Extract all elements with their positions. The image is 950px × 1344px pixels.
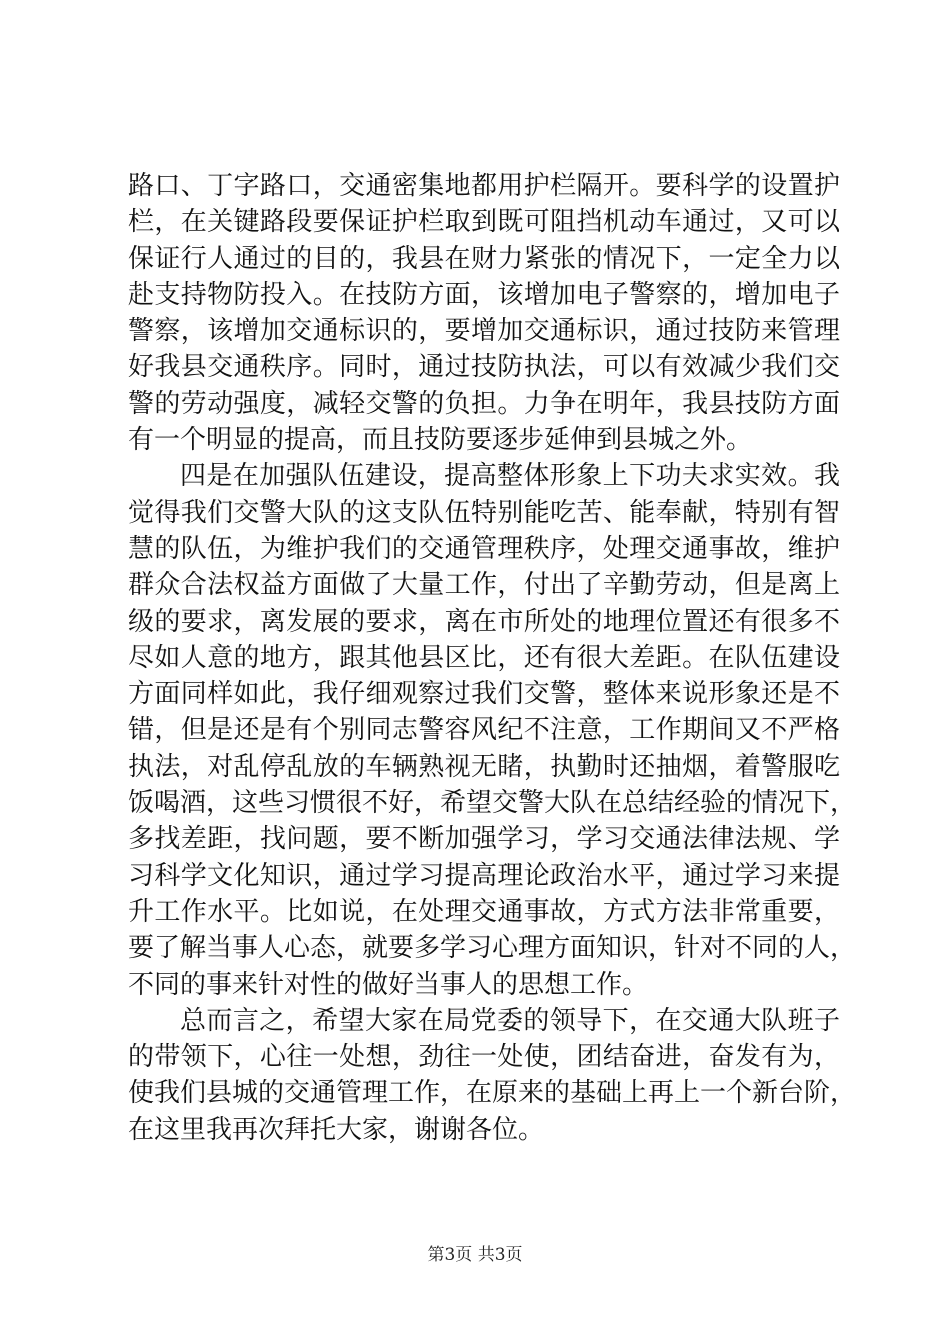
paragraph xyxy=(128,458,857,1002)
text-line: 不同的事来针对性的做好当事人的思想工作。 xyxy=(128,969,649,1000)
text-line: 保证行人通过的目的，我县在财力紧张的情况下，一定全力以 xyxy=(128,243,840,274)
text-line: 有一个明显的提高，而且技防要逐步延伸到县城之外。 xyxy=(128,425,753,456)
text-line: 使我们县城的交通管理工作，在原来的基础上再上一个新台阶， xyxy=(128,1078,857,1109)
paragraph xyxy=(128,1003,857,1148)
text-line: 饭喝酒，这些习惯很不好，希望交警大队在总结经验的情况下， xyxy=(128,788,857,819)
text-line: 赴支持物防投入。在技防方面，该增加电子警察的，增加电子 xyxy=(128,279,840,310)
document-body xyxy=(128,168,857,1148)
text-line: 总而言之，希望大家在局党委的领导下，在交通大队班子 xyxy=(180,1005,840,1036)
text-line: 路口、丁字路口，交通密集地都用护栏隔开。要科学的设置护 xyxy=(128,171,840,201)
page-number: 第3页 共3页 xyxy=(427,1245,523,1265)
text-line: 四是在加强队伍建设，提高整体形象上下功夫求实效。我 xyxy=(180,461,840,492)
text-line: 错，但是还是有个别同志警容风纪不注意，工作期间又不严格 xyxy=(128,715,840,746)
text-line: 觉得我们交警大队的这支队伍特别能吃苦、能奉献，特别有智 xyxy=(128,497,840,528)
text-line: 栏，在关键路段要保证护栏取到既可阻挡机动车通过，又可以 xyxy=(128,207,840,238)
text-line: 在这里我再次拜托大家，谢谢各位。 xyxy=(128,1114,545,1145)
text-line: 级的要求，离发展的要求，离在市所处的地理位置还有很多不 xyxy=(128,606,840,637)
text-line: 习科学文化知识，通过学习提高理论政治水平，通过学习来提 xyxy=(128,860,840,891)
text-line: 警察，该增加交通标识的，要增加交通标识，通过技防来管理 xyxy=(128,316,840,347)
text-line: 慧的队伍，为维护我们的交通管理秩序，处理交通事故，维护 xyxy=(128,533,840,564)
text-line: 执法，对乱停乱放的车辆熟视无睹，执勤时还抽烟，着警服吃 xyxy=(128,751,840,782)
paragraph xyxy=(128,168,840,458)
text-line: 升工作水平。比如说，在处理交通事故，方式方法非常重要， xyxy=(128,896,840,927)
page-footer xyxy=(0,1240,950,1265)
text-line: 警的劳动强度，减轻交警的负担。力争在明年，我县技防方面 xyxy=(128,388,840,419)
text-line: 方面同样如此，我仔细观察过我们交警，整体来说形象还是不 xyxy=(128,679,840,710)
text-line: 多找差距，找问题，要不断加强学习，学习交通法律法规、学 xyxy=(128,824,840,855)
text-line: 要了解当事人心态，就要多学习心理方面知识，针对不同的人， xyxy=(128,933,857,964)
text-line: 尽如人意的地方，跟其他县区比，还有很大差距。在队伍建设 xyxy=(128,642,840,673)
text-line: 好我县交通秩序。同时，通过技防执法，可以有效减少我们交 xyxy=(128,352,840,383)
text-line: 的带领下，心往一处想，劲往一处使，团结奋进，奋发有为， xyxy=(128,1042,840,1073)
text-line: 群众合法权益方面做了大量工作，付出了辛勤劳动，但是离上 xyxy=(128,570,840,601)
